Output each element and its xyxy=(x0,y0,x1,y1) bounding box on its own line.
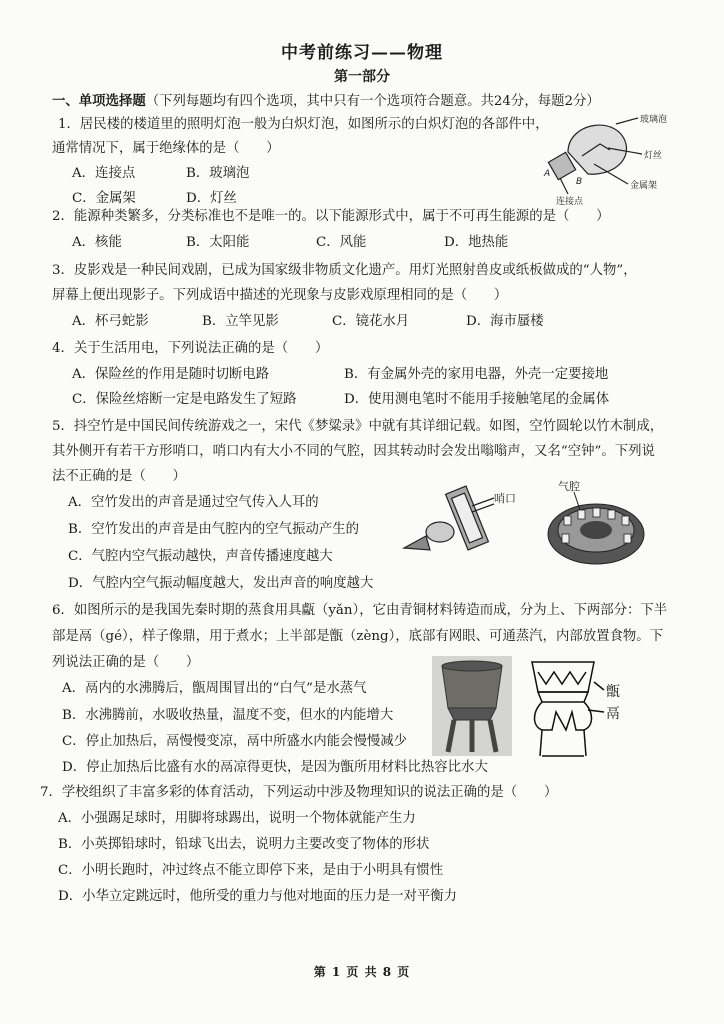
q4-stem: 4．关于生活用电，下列说法正确的是（ ） xyxy=(52,341,329,356)
cavity-figure xyxy=(540,476,650,572)
q5-stem-line1: 5．抖空竹是中国民间传统游戏之一，宋代《梦粱录》中就有其详细记载。如图，空竹圆轮以竹木制成， xyxy=(52,419,664,434)
diabolo-figure xyxy=(400,478,530,568)
label-zeng: 甑 xyxy=(606,684,620,700)
light-bulb-figure xyxy=(538,104,688,214)
q6-option-b: B．水沸腾前，水吸收热量，温度不变，但水的内能增大 xyxy=(62,708,394,723)
label-contact: 连接点 xyxy=(556,197,584,207)
page-title: 中考前练习——物理 xyxy=(281,43,443,63)
label-cavity: 气腔 xyxy=(558,480,580,493)
q6-option-a: A．鬲内的水沸腾后，甑周围冒出的“白气”是水蒸气 xyxy=(62,681,367,696)
q2-stem: 2．能源种类繁多，分类标准也不是唯一的。以下能源形式中，属于不可再生能源的是（ ） xyxy=(52,209,610,224)
q4-option-b: B．有金属外壳的家用电器，外壳一定要接地 xyxy=(344,367,609,382)
yan-diagram xyxy=(526,652,646,762)
section-heading: 一、单项选择题 xyxy=(52,93,146,109)
q2-option-d: D．地热能 xyxy=(444,235,509,250)
label-li: 鬲 xyxy=(606,706,620,722)
q4-option-c: C．保险丝熔断一定是电路发生了短路 xyxy=(72,392,297,407)
q2-option-b: B．太阳能 xyxy=(186,235,250,250)
q1-option-a: A．连接点 xyxy=(72,166,136,181)
q3-stem-line1: 3．皮影戏是一种民间戏剧，已成为国家级非物质文化遗产。用灯光照射兽皮或纸板做成的“人物”， xyxy=(52,263,637,278)
label-filament: 灯丝 xyxy=(644,151,663,161)
q5-stem-line3: 法不正确的是（ ） xyxy=(52,469,186,484)
q3-option-c: C．镜花水月 xyxy=(332,314,410,329)
q7-stem: 7．学校组织了丰富多彩的体育活动，下列运动中涉及物理知识的说法正确的是（ ） xyxy=(40,785,558,800)
q1-stem-line1: 1．居民楼的楼道里的照明灯泡一般为白炽灯泡，如图所示的白炽灯泡的各部件中， xyxy=(58,117,549,132)
bronze-yan-photo xyxy=(432,656,512,756)
q7-option-c: C．小明长跑时，冲过终点不能立即停下来，是由于小明具有惯性 xyxy=(58,863,444,878)
q2-option-a: A．核能 xyxy=(72,235,122,250)
label-a: A xyxy=(544,169,551,179)
q1-stem-line2: 通常情况下，属于绝缘体的是（ ） xyxy=(52,141,280,156)
label-whistle: 哨口 xyxy=(494,492,516,505)
q6-stem-line2: 部是鬲（gé），样子像鼎，用于煮水；上半部是甑（zèng），底部有网眼、可通蒸汽，内部放置食物。下 xyxy=(52,629,664,644)
q2-option-c: C．风能 xyxy=(316,235,367,250)
q7-option-d: D．小华立定跳远时，他所受的重力与他对地面的压力是一对平衡力 xyxy=(58,889,458,904)
part-title: 第一部分 xyxy=(334,69,390,85)
q7-option-b: B．小英掷铅球时，铅球飞出去，说明力主要改变了物体的形状 xyxy=(58,837,430,852)
q5-stem-line2: 其外侧开有若干方形哨口，哨口内有大小不同的气腔，因其转动时会发出嗡嗡声，又名“空钟”。下列说 xyxy=(52,444,655,459)
label-frame: 金属架 xyxy=(630,181,658,191)
q3-stem-line2: 屏幕上便出现影子。下列成语中描述的光现象与皮影戏原理相同的是（ ） xyxy=(52,288,508,303)
q6-stem-line1: 6．如图所示的是我国先秦时期的蒸食用具甗（yǎn），它由青铜材料铸造而成，分为上、下两部分：下半 xyxy=(52,603,668,618)
q1-option-d: D．灯丝 xyxy=(186,191,237,206)
q6-stem-line3: 列说法正确的是（ ） xyxy=(52,655,200,670)
label-b: B xyxy=(576,177,583,187)
q1-option-b: B．玻璃泡 xyxy=(186,166,250,181)
q3-option-b: B．立竿见影 xyxy=(202,314,279,329)
q4-option-a: A．保险丝的作用是随时切断电路 xyxy=(72,367,270,382)
q6-option-c: C．停止加热后，鬲慢慢变凉，鬲中所盛水内能会慢慢减少 xyxy=(62,734,408,749)
q4-option-d: D．使用测电笔时不能用手接触笔尾的金属体 xyxy=(344,392,610,407)
q7-option-a: A．小强踢足球时，用脚将球踢出，说明一个物体就能产生力 xyxy=(58,811,416,826)
q3-option-a: A．杯弓蛇影 xyxy=(72,314,149,329)
q5-option-a: A．空竹发出的声音是通过空气传入人耳的 xyxy=(68,495,319,510)
q1-option-c: C．金属架 xyxy=(72,191,136,206)
section-instructions: （下列每题均有四个选项，其中只有一个选项符合题意。共24分，每题2分） xyxy=(145,94,600,109)
q5-option-c: C．气腔内空气振动越快，声音传播速度越大 xyxy=(68,549,333,564)
page-footer: 第 1 页 共 8 页 xyxy=(313,965,411,979)
section-heading-row xyxy=(52,92,600,111)
label-glass: 玻璃泡 xyxy=(640,115,668,125)
q5-option-d: D．气腔内空气振动幅度越大，发出声音的响度越大 xyxy=(68,576,374,591)
q6-option-d: D．停止加热后比盛有水的鬲凉得更快，是因为甑所用材料比热容比水大 xyxy=(62,760,488,775)
q5-option-b: B．空竹发出的声音是由气腔内的空气振动产生的 xyxy=(68,522,360,537)
q3-option-d: D．海市蜃楼 xyxy=(466,314,544,329)
